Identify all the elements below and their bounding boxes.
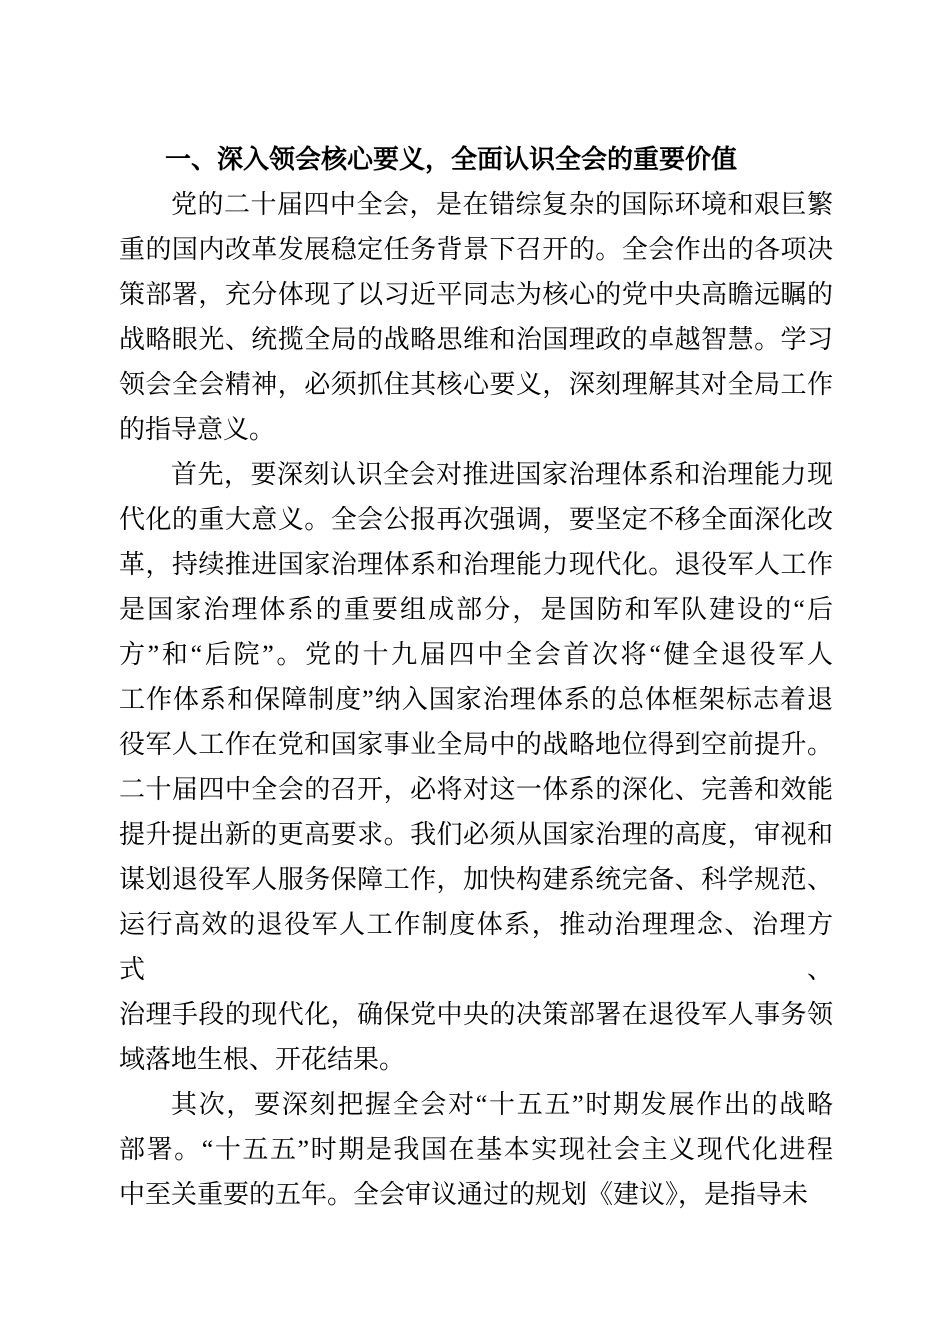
text-line: 中至关重要的五年。全会审议通过的规划《建议》，是指导未 <box>119 1180 809 1209</box>
text-line: 代化的重大意义。全会公报再次强调，要坚定不移全面深化改 <box>119 505 833 534</box>
text-line: 革，持续推进国家治理体系和治理能力现代化。退役军人工作 <box>119 550 833 579</box>
text-line: 运行高效的退役军人工作制度体系，推动治理理念、治理方式、 <box>119 910 833 984</box>
paragraph <box>119 452 833 1082</box>
text-line: 战略眼光、统揽全局的战略思维和治国理政的卓越智慧。学习 <box>119 325 833 354</box>
text-line: 提升提出新的更高要求。我们必须从国家治理的高度，审视和 <box>119 820 833 849</box>
paragraph <box>119 1082 833 1217</box>
text-line: 首先，要深刻认识全会对推进国家治理体系和治理能力现 <box>171 460 833 489</box>
section-heading: 一、深入领会核心要义，全面认识全会的重要价值 <box>165 144 738 174</box>
text-line: 役军人工作在党和国家事业全局中的战略地位得到空前提升。 <box>119 730 833 759</box>
text-line: 的指导意义。 <box>119 415 276 444</box>
text-line: 方”和“后院”。党的十九届四中全会首次将“健全退役军人 <box>119 640 833 669</box>
text-line: 策部署，充分体现了以习近平同志为核心的党中央高瞻远瞩的 <box>119 280 833 309</box>
text-line: 治理手段的现代化，确保党中央的决策部署在退役军人事务领 <box>119 1000 833 1029</box>
text-line: 党的二十届四中全会，是在错综复杂的国际环境和艰巨繁 <box>171 190 833 219</box>
text-line: 是国家治理体系的重要组成部分，是国防和军队建设的“后 <box>119 595 833 624</box>
text-line: 工作体系和保障制度”纳入国家治理体系的总体框架标志着退 <box>119 685 833 714</box>
document-content <box>119 137 833 1217</box>
document-body <box>119 182 833 1217</box>
text-line: 部署。“十五五”时期是我国在基本实现社会主义现代化进程 <box>119 1135 833 1164</box>
text-line: 域落地生根、开花结果。 <box>119 1045 406 1074</box>
text-line: 领会全会精神，必须抓住其核心要义，深刻理解其对全局工作 <box>119 370 833 399</box>
text-line: 谋划退役军人服务保障工作，加快构建系统完备、科学规范、 <box>119 865 833 894</box>
paragraph <box>119 182 833 452</box>
text-line: 二十届四中全会的召开，必将对这一体系的深化、完善和效能 <box>119 775 833 804</box>
text-line: 其次，要深刻把握全会对“十五五”时期发展作出的战略 <box>171 1090 833 1119</box>
text-line: 重的国内改革发展稳定任务背景下召开的。全会作出的各项决 <box>119 235 833 264</box>
